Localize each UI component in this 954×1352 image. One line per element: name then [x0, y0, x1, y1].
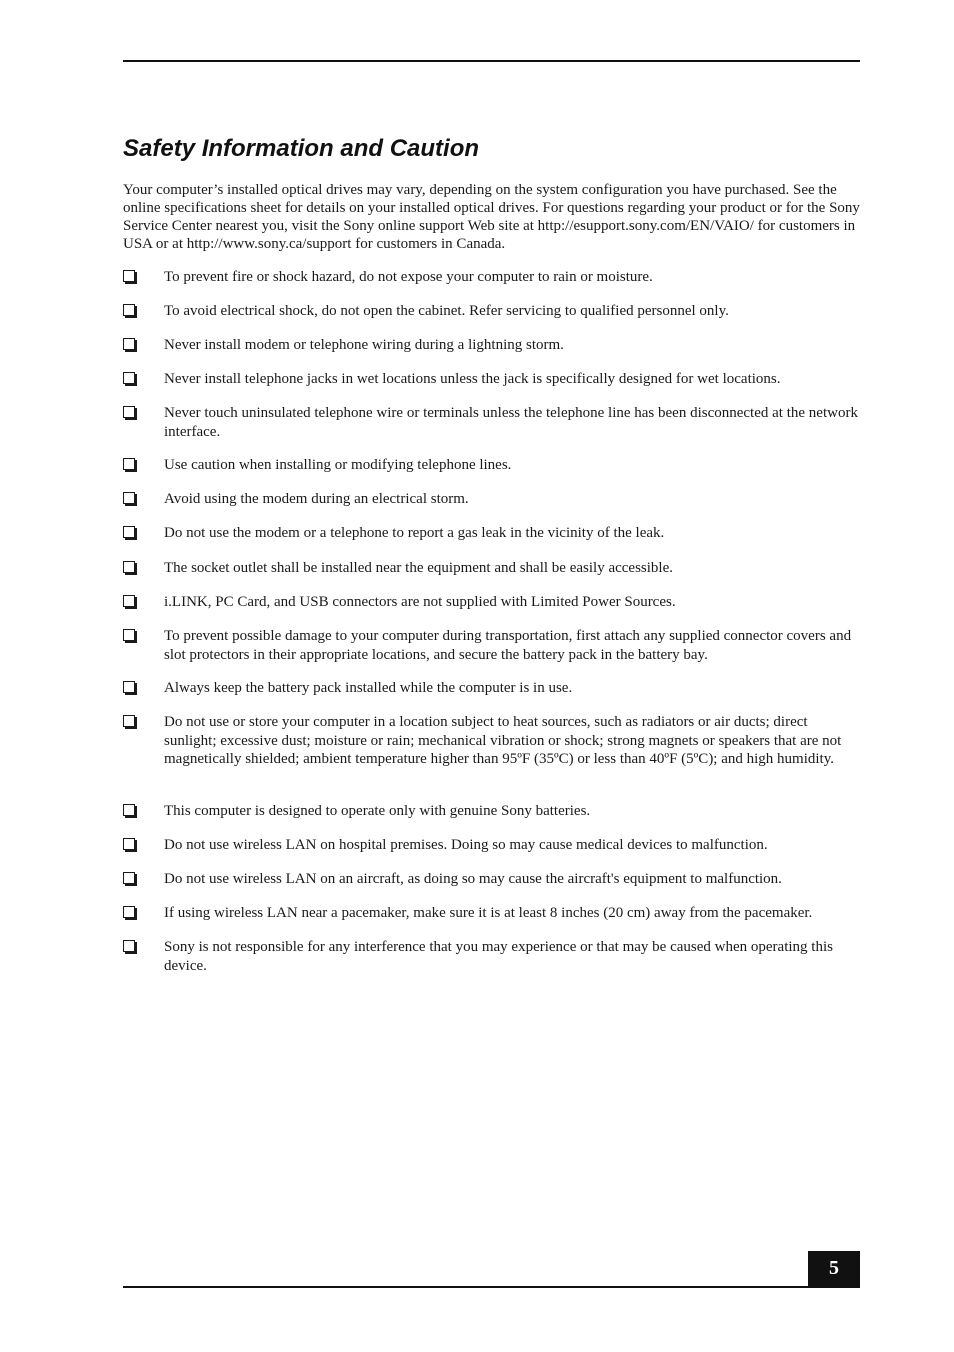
checkbox-bullet-icon — [123, 492, 135, 504]
checkbox-bullet-icon — [123, 681, 135, 693]
checkbox-bullet-icon — [123, 372, 135, 384]
checkbox-bullet-icon — [123, 872, 135, 884]
list-item-text: Never touch uninsulated telephone wire or terminals unless the telephone line has been disconnected at the network interface. — [164, 405, 858, 440]
list-item-text: If using wireless LAN near a pacemaker, make sure it is at least 8 inches (20 cm) away from the pacemaker. — [164, 905, 813, 921]
list-item-text: Always keep the battery pack installed while the computer is in use. — [164, 680, 573, 696]
checkbox-bullet-icon — [123, 906, 135, 918]
checkbox-bullet-icon — [123, 629, 135, 641]
checkbox-bullet-icon — [123, 304, 135, 316]
list-item-text: i.LINK, PC Card, and USB connectors are not supplied with Limited Power Sources. — [164, 594, 676, 610]
page-number: 5 — [808, 1251, 860, 1287]
list-item-text: Do not use the modem or a telephone to report a gas leak in the vicinity of the leak. — [164, 525, 665, 541]
list-item-text: Do not use wireless LAN on an aircraft, as doing so may cause the aircraft's equipment to malfunction. — [164, 871, 782, 887]
list-item-text: Use caution when installing or modifying telephone lines. — [164, 457, 512, 473]
list-item-text: To avoid electrical shock, do not open the cabinet. Refer servicing to qualified personnel only. — [164, 303, 729, 319]
list-item-text: Never install modem or telephone wiring during a lightning storm. — [164, 337, 564, 353]
checkbox-bullet-icon — [123, 338, 135, 350]
checkbox-bullet-icon — [123, 526, 135, 538]
checkbox-bullet-icon — [123, 595, 135, 607]
list-item-text: This computer is designed to operate only with genuine Sony batteries. — [164, 803, 591, 819]
checkbox-bullet-icon — [123, 715, 135, 727]
checkbox-bullet-icon — [123, 561, 135, 573]
list-item-text: Do not use wireless LAN on hospital premises. Doing so may cause medical devices to malfunction. — [164, 837, 768, 853]
intro-paragraph: Your computer’s installed optical drives may vary, depending on the system configuration you have purchased. See the online specifications sheet for details on your installed optical drives. For questions regarding your product or for the Sony Service Center nearest you, visit the Sony online support Web site at http://esupport.sony.com/EN/VAIO/ for customers in USA or at http://www.sony.ca/support for customers in Canada. — [123, 182, 860, 252]
checkbox-bullet-icon — [123, 458, 135, 470]
checkbox-bullet-icon — [123, 270, 135, 282]
list-item-text: To prevent possible damage to your computer during transportation, first attach any supplied connector covers and slot protectors in their appropriate locations, and secure the battery pack in the battery bay. — [164, 628, 852, 663]
checkbox-bullet-icon — [123, 838, 135, 850]
footer-rule — [123, 1286, 860, 1288]
checkbox-bullet-icon — [123, 940, 135, 952]
list-item-text: To prevent fire or shock hazard, do not expose your computer to rain or moisture. — [164, 269, 653, 285]
checkbox-bullet-icon — [123, 406, 135, 418]
list-item-text: Sony is not responsible for any interference that you may experience or that may be caused when operating this device. — [164, 939, 833, 974]
page-title: Safety Information and Caution — [123, 135, 480, 162]
list-item-text: Avoid using the modem during an electrical storm. — [164, 491, 469, 507]
checkbox-bullet-icon — [123, 804, 135, 816]
list-item-text: The socket outlet shall be installed near the equipment and shall be easily accessible. — [164, 560, 673, 576]
list-item-text: Do not use or store your computer in a location subject to heat sources, such as radiators or air ducts; direct sunlight; excessive dust; moisture or rain; mechanical vibration or shock; strong magnets or speakers that are not magnetically shielded; ambient temperature higher than 95ºF (35ºC) or less than 40ºF (5ºC); and high humidity. — [164, 714, 842, 767]
list-item-text: Never install telephone jacks in wet locations unless the jack is specifically designed for wet locations. — [164, 371, 781, 387]
